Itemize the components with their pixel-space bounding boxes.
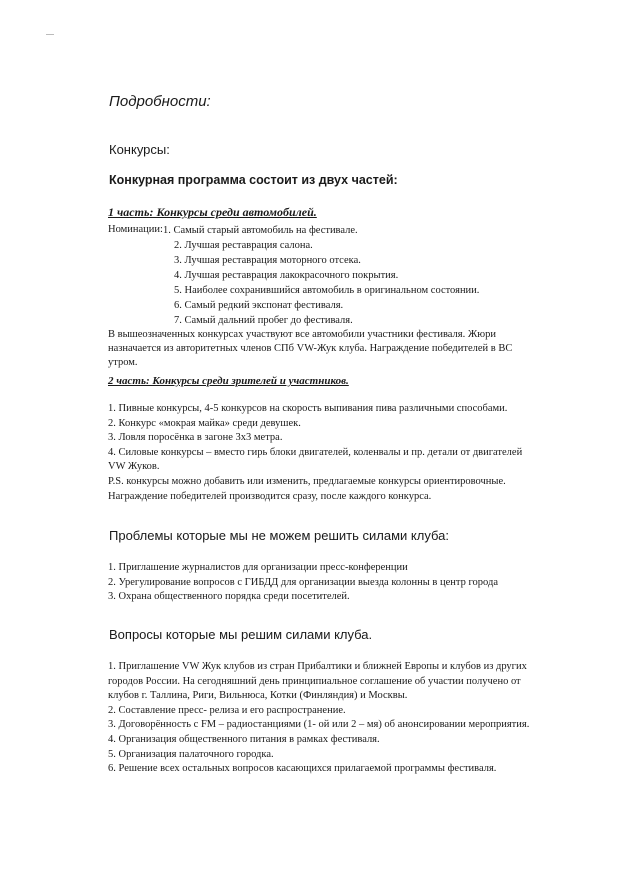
solution-item: клубов г. Таллина, Риги, Вильнюса, Котки (Финляндия) и Москвы. [108, 690, 408, 702]
problem-item: 3. Охрана общественного порядка среди посетителей. [108, 591, 350, 603]
scan-artifact [46, 34, 54, 35]
part1-note-line: утром. [108, 357, 138, 368]
part2-item: 3. Ловля поросёнка в загоне 3х3 метра. [108, 432, 283, 444]
part1-note-line: назначается из авторитетных членов СПб VW-Жук клуба. Награждение победителей в ВС [108, 343, 513, 354]
solution-item: 1. Приглашение VW Жук клубов из стран Прибалтики и ближней Европы и клубов из других [108, 661, 527, 672]
nomination-item: 6. Самый редкий экспонат фестиваля. [174, 300, 344, 311]
solutions-heading: Вопросы которые мы решим силами клуба. [109, 627, 373, 642]
part2-list [108, 402, 522, 504]
solution-item: 6. Решение всех остальных вопросов касающихся прилагаемой программы фестиваля. [108, 763, 497, 775]
solution-item: 4. Организация общественного питания в рамках фестиваля. [108, 733, 380, 745]
nomination-item: 7. Самый дальний пробег до фестиваля. [174, 315, 353, 326]
nomination-item: 1. Самый старый автомобиль на фестивале. [163, 225, 358, 236]
program-heading: Конкурная программа состоит из двух частей: [109, 173, 398, 187]
problem-item: 1. Приглашение журналистов для организации пресс-конференции [108, 562, 408, 573]
nomination-item: 3. Лучшая реставрация моторного отсека. [174, 255, 361, 266]
part1-title: 1 часть: Конкурсы среди автомобилей. [108, 205, 317, 219]
details-heading: Подробности: [109, 93, 211, 110]
part2-item: Награждение победителей производится сразу, после каждого конкурса. [108, 490, 432, 502]
solution-item: 2. Составление пресс- релиза и его распространение. [108, 704, 346, 716]
nomination-item: 5. Наиболее сохранившийся автомобиль в оригинальном состоянии. [174, 285, 480, 296]
problems-heading: Проблемы которые мы не можем решить силами клуба: [109, 528, 449, 543]
nomination-item: 4. Лучшая реставрация лакокрасочного покрытия. [174, 270, 399, 281]
part2-item: VW Жуков. [108, 461, 160, 473]
part2-item: P.S. конкурсы можно добавить или изменить, предлагаемые конкурсы ориентировочные. [108, 475, 506, 487]
solution-item: 5. Организация палаточного городка. [108, 748, 274, 760]
nomination-item: 2. Лучшая реставрация салона. [174, 240, 313, 251]
nominations-list [163, 223, 479, 328]
nominations-label: Номинации: [108, 224, 163, 235]
problems-list [108, 561, 498, 605]
solution-item: 3. Договорённость с FM – радиостанциями (1- ой или 2 – мя) об анонсировании мероприятия. [108, 719, 530, 731]
problem-item: 2. Урегулирование вопросов с ГИБДД для организации выезда колонны в центр города [108, 576, 498, 588]
solutions-list [108, 660, 529, 777]
contests-heading: Конкурсы: [109, 142, 170, 157]
part1-note-line: В вышеозначенных конкурсах участвуют все автомобили участники фестиваля. Жюри [108, 329, 496, 340]
part2-item: 1. Пивные конкурсы, 4-5 конкурсов на скорость выпивания пива различными способами. [108, 403, 508, 414]
part2-item: 2. Конкурс «мокрая майка» среди девушек. [108, 417, 301, 429]
part2-item: 4. Силовые конкурсы – вместо гирь блоки двигателей, коленвалы и пр. детали от двигателей [108, 446, 523, 458]
part2-title: 2 часть: Конкурсы среди зрителей и участников. [108, 375, 349, 387]
solution-item: городов России. На сегодняшний день принципиальное соглашение об участии получено от [108, 675, 521, 687]
